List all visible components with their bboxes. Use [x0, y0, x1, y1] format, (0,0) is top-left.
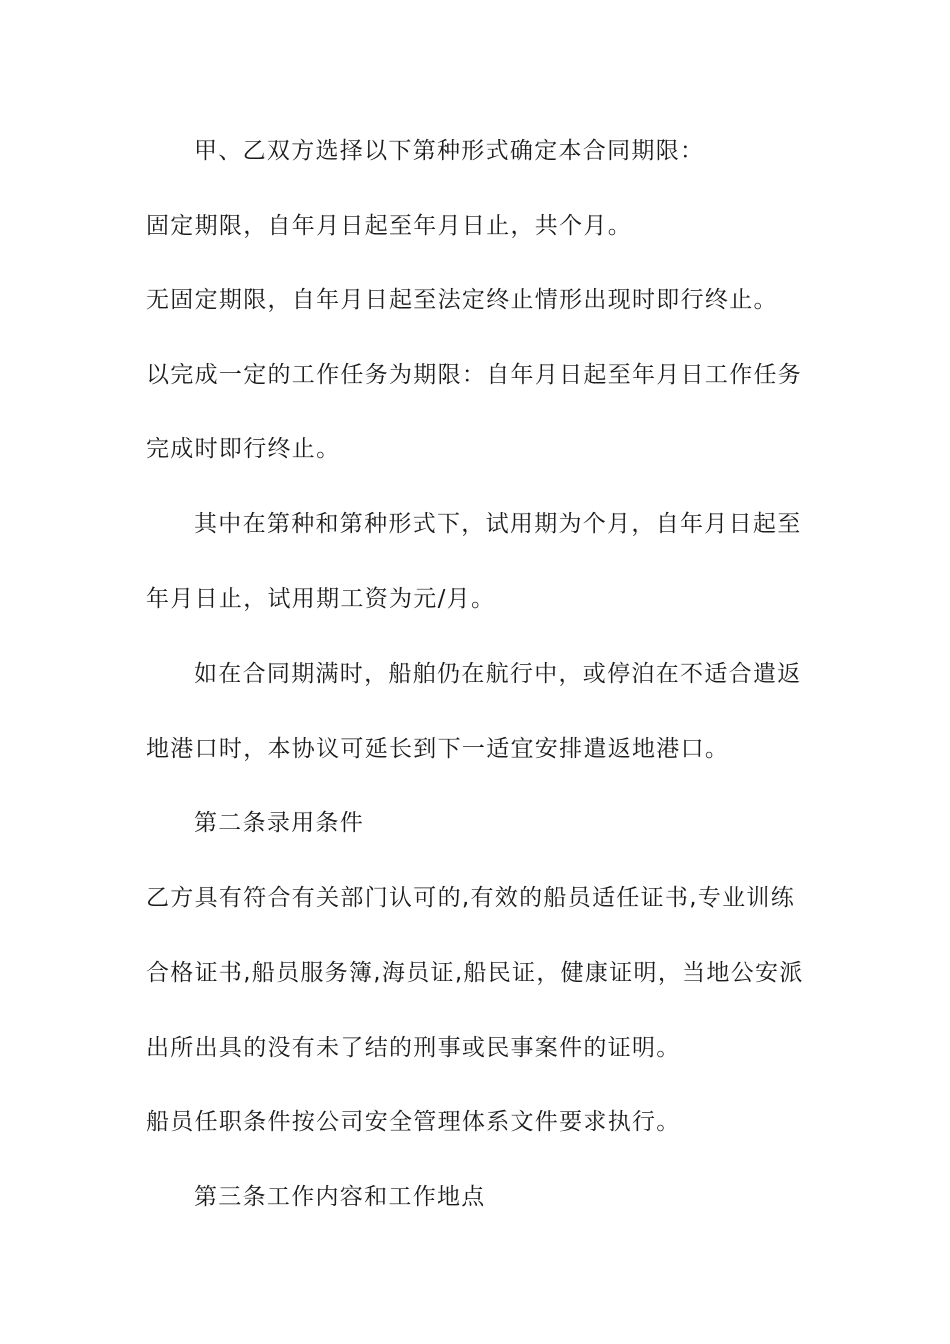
- paragraph-task-term-line-1: 以完成一定的工作任务为期限：自年月日起至年月日工作任务: [146, 362, 803, 388]
- section-heading-article-3: 第三条工作内容和工作地点: [194, 1184, 486, 1210]
- paragraph-extension-line-1: 如在合同期满时，船舶仍在航行中，或停泊在不适合遣返: [194, 661, 802, 687]
- paragraph-term-choice: 甲、乙双方选择以下第种形式确定本合同期限：: [194, 138, 705, 164]
- paragraph-fixed-term: 固定期限，自年月日起至年月日止，共个月。: [146, 213, 632, 239]
- paragraph-qualifications-line-2: 合格证书,船员服务簿,海员证,船民证，健康证明，当地公安派: [146, 960, 804, 986]
- paragraph-extension-line-2: 地港口时，本协议可延长到下一适宜安排遣返地港口。: [146, 736, 730, 762]
- paragraph-qualifications-line-1: 乙方具有符合有关部门认可的,有效的船员适任证书,专业训练: [146, 885, 796, 911]
- paragraph-task-term-line-2: 完成时即行终止。: [146, 436, 341, 462]
- paragraph-probation-line-1: 其中在第种和第种形式下，试用期为个月，自年月日起至: [194, 511, 802, 537]
- paragraph-open-term: 无固定期限，自年月日起至法定终止情形出现时即行终止。: [146, 287, 778, 313]
- paragraph-qualifications-line-3: 出所出具的没有未了结的刑事或民事案件的证明。: [146, 1035, 681, 1061]
- paragraph-position-requirements: 船员任职条件按公司安全管理体系文件要求执行。: [146, 1109, 681, 1135]
- paragraph-probation-line-2: 年月日止，试用期工资为元/月。: [146, 586, 496, 612]
- section-heading-article-2: 第二条录用条件: [194, 810, 365, 836]
